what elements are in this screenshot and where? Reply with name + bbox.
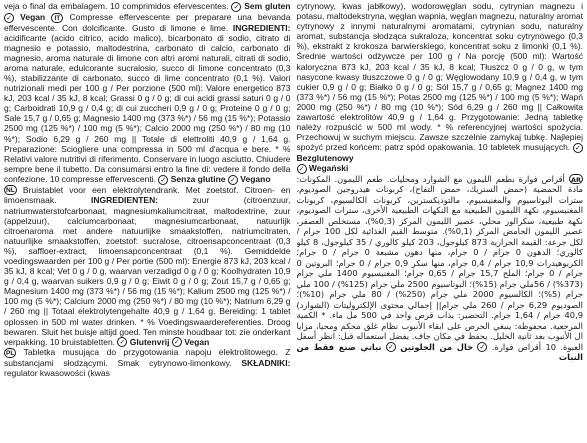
gluten-free-label: Bezglutenowy	[296, 153, 354, 164]
nl-intro: Bruistablet voor een elektrolytendrank. Met zoetstof. Citroen- en limoensmaak.	[4, 184, 291, 206]
nl-ingredients-text: zuur (citroenzuur, natriumwaterstofcarbonaat, magnesiumkaliumcitraat, maltodextrine, zuur (appelzuur), calciumcarbonaat, magnesiumcarbonaat, natuurlijk citroenaroma met andere natuurlijke smaakstoffen, natriumcitraten, natuurlijke smaakstoffen, zoetstof: sucralose, citroensapconcentraat (0,3 %), saffloer-extract, limoensapconcentraat (0,1 %). Gemiddelde voedingswaarden per 100 g / Per portie (500 ml): Energie 873 kJ, 203 kcal / 35 kJ, 8 kcal; Vet 0 g / 0 g, waarvan verzadigd 0 g / 0 g; Koolhydraten 10,9 g / 0,4 g, waarvan suikers 0,9 g / 0 g; Eiwit 0 g / 0 g; Zout 15,7 g / 0,65 g; Magnesium 1400 mg (373 %*) / 56 mg (15 %*); Kalium 2500 mg (125 %*) / 100 mg (5 %*); Calcium 2000 mg (250 %*) / 80 mg (10 %*); Natrium 6,29 g / 260 mg || Totaal elektrolytengehalte 40,9 g / 1,64 g. Bereiding: 1 tablet oplossen in 500 ml water drinken. * % Voedingswaardereferenties. Droog bewaren. Sluit het buisje altijd goed. Ten minste houdbaar tot: zie onderkant verpakking. 10 bruistabletten.	[4, 195, 291, 347]
pl-ingredients-cont: cytrynowy, kwas jabłkowy), wodorowęglan sodu, cytrynian magnezu i potasu, maltodekstryna, węglan wapnia, węglan magnezu, naturalny aromat cytrynowy z innymi naturalnymi aromatami, cytrynian sodu, naturalny aromat, substancja słodząca sukraloza, koncentrat soku cytrynowego (0,3 %), ekstrakt z krokosza barwierskiego, koncentrat soku z limonki (0,1 %). Średnie wartości odżywcze per 100 g / Na porcję (500 ml): Wartość kaloryczna 873 kJ, 203 kcal / 35 kJ, 8 kcal; Tłuszcz 0 g / 0 g, w tym nasycone kwasy tłuszczowe 0 g / 0 g; Węglowodany 10,9 g / 0,4 g, w tym cukier 0,9 g / 0 g; Białko 0 g / 0 g; Sól 15,7 g / 0,65 g; Magnez 1400 mg (373 %*) / 56 mg (15 %*); Potas 2500 mg (125 %*) / 100 mg (5 %*); Wapń 2000 mg (250 %*) / 80 mg (10 %*); Sód 6,29 g / 260 mg || Całkowita zawartość elektrolitów 40,9 g / 1,64 g. Przygotowanie: Jedną tabletkę należy rozpuścić w 500 ml wody. * % referencyjnej wartości spożycia. Przechowuj w suchym miejscu. Zawsze szczelnie zamykaj tubkę. Najlepiej spożyć przed końcem: patrz spód opakowania. 10 tabletek musujących.	[296, 1, 583, 153]
pl-intro: Tabletka musująca do przygotowania napoju elektrolitowego. Z substancjami słodzącymi. Smak cytrynowo-limonkowy.	[4, 347, 291, 369]
vegan-label: Vegan	[20, 11, 46, 22]
checkmark-icon: ✓	[117, 337, 127, 347]
checkmark-icon: ✓	[386, 342, 396, 352]
gluten-free-label: Sem gluten	[244, 1, 291, 11]
language-code-pl: PL	[6, 350, 15, 358]
ar-section	[297, 174, 584, 363]
pl-ingredients-text: regulator kwasowości (kwas	[4, 368, 110, 379]
checkmark-icon: ✓	[228, 175, 238, 185]
right-column	[297, 1, 584, 443]
pl-ingredients-heading: SKŁADNIKI:	[241, 358, 291, 369]
vegan-label: Vegano	[240, 173, 271, 184]
nl-section	[4, 185, 291, 348]
checkmark-icon: ✓	[573, 143, 583, 153]
language-code-ar: AR	[570, 176, 581, 185]
vegan-label: نباتي صنع فقط من النبات	[296, 341, 583, 363]
language-code-nl: NL	[6, 187, 15, 195]
checkmark-icon: ✓	[158, 175, 168, 185]
left-column	[4, 1, 291, 443]
pl-section-cont	[297, 1, 584, 174]
vegan-label: Vegan	[184, 336, 210, 347]
pl-section-start	[4, 347, 291, 378]
gluten-free-label: خال من الجلوتين	[400, 341, 474, 352]
checkmark-icon: ✓	[477, 342, 487, 352]
checkmark-icon: ✓	[231, 2, 241, 12]
pt-tail-text: veja o final da embalagem. 10 comprimidos efervescentes.	[4, 1, 229, 11]
it-ingredients-text: acidificante (acido citrico, acido malico), bicarbonato di sodio, citrato di magnesio e potassio, maltodestrina, carbonato di calcio, carbonato di magnesio, aroma naturale di limone con altri aromi naturali, citrati di sodio, aroma naturale, edulcorante sucralosio, succo di limone concentrato (0,3 %), stabilizzante di carbonato, succo di lime concentrato (0,1 %). Valori nutrizionali medi per 100 g / Per porzione (500 ml): Valore energetico 873 kJ, 203 kcal / 35 kJ, 8 kcal; Grassi 0 g / 0 g; di cui acidi grassi saturi 0 g / 0 g; Carboidrati 10,9 g / 0,4 g; di cui zuccheri 0,9 g / 0 g; Proteine 0 g / 0 g; Sale 15,7 g / 0,65 g; Magnesio 1400 mg (373 %*) / 56 mg (15 %*); Potassio 2500 mg (125 %*) / 100 mg (5 %*); Calcio 2000 mg (250 %*) / 80 mg (10 %*); Sodio 6,29 g / 260 mg || Totale di elettroliti 40,9 g / 1,64 g. Preparazione: Sciogliere una compressa in 500 ml d'acqua e bere. * % Relativi valore nutritivi di riferimento. Conservare in luogo asciutto. Chiudere sempre bene il tubetto. Da consumarsi entro la fine di: vedere il fondo della confezione. 10 compresse effervescenti.	[4, 32, 291, 184]
checkmark-icon: ✓	[172, 337, 182, 347]
gluten-free-label: Glutenvrij	[129, 336, 170, 347]
nl-ingredients-heading: INGREDIENTEN:	[91, 195, 159, 206]
language-code-it: IT	[51, 13, 63, 23]
gluten-free-label: Senza glutine	[170, 173, 226, 184]
it-ingredients-heading: INGREDIENTI:	[232, 22, 291, 33]
checkmark-icon: ✓	[4, 13, 14, 23]
it-intro: Compresse effervescente per preparare una bevanda effervescente. Con dolcificante. Gusto di limone e lime.	[4, 11, 291, 33]
ar-text: أقراص فوارة بطعم الليمون مع الشوارد ومحليات. طعم الليمون. المكونات: مادة الحمضية (حمض الستريك، حمض التفاح)، كربونات هيدروجين الصوديوم، سترات البوتاسيوم والمغنيسيوم، مالتوديكسترين، كربونات الكالسيوم، كربونات المغنيسيوم، نكهة الليمون الطبيعية مع النكهات الطبيعية الأخرى، سترات الصوديوم، نكهة طبيعية، سكرالوز محلي، عصير الليمون المركز (0,3%)، مستخلص العصفر، عصير الليمون الحامض المركز (0,1%). متوسط القيم الغذائية لكل 100 جرام / لكل جرعة: القيمة الحرارية 873 كيلوجول، 203 كيلو كالوري / 35 كيلوجول، 8 كيلو كالوري؛ الدهون 0 جرام / 0 جرام، منها دهون مشبعة 0 جرام / 0 جرام؛ الكربوهيدرات 10,9 جرام / 0,4 جرام، منها سكر 0,9 جرام / 0 جرام؛ البروتين 0 جرام / 0 جرام؛ الملح 15,7 جرام / 0,65 جرام؛ المغنيسيوم 1400 ملي جرام (373%) / 56ملي جرام (15%)؛ البوتاسيوم 2500 ملي جرام (125%) / 100 ملي جرام (5%)؛ الكالسيوم 2000 ملي جرام (250%) / 80 ملي جرام (10%)؛ الصوديوم 6,29 جرام / 260 ملي جرام|| إجمالي محتوى الإلكتروليتات (الشوارد) 40,9 جرام / 1,64 جرام. التحضير: يذاب قرص واحد في 500 مل ماء. * الكمية المرجعية. محفوظة: ينبغي الحرص على ابقاء الأنبوب نظام غلق محكم ومحيا، مزايا ال الأنبوب بعد ثانية الخليل. يحفظ في مكان جاف. يفضل استعماله قبل: انظر أسفل العبوة. 10 أقراص فوارة.	[296, 173, 583, 352]
checkmark-icon: ✓	[297, 164, 307, 174]
vegan-label: Wegański	[308, 163, 349, 174]
it-section	[4, 1, 291, 185]
